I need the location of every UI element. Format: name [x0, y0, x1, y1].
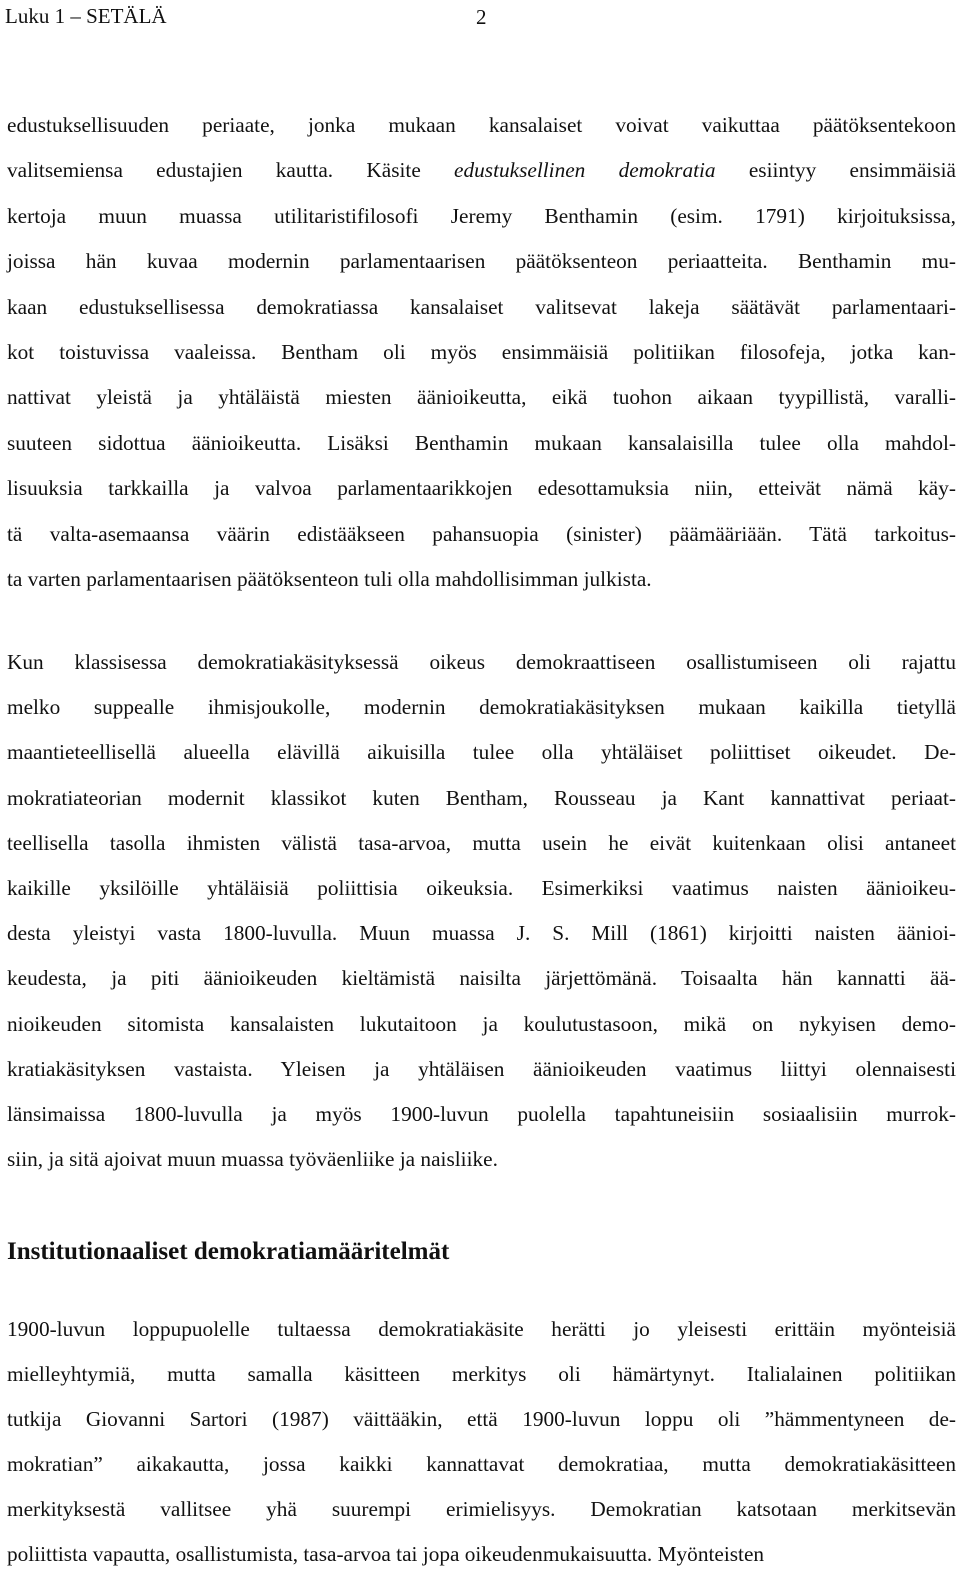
text-line: melko suppealle ihmisjoukolle, modernin demokratiakäsityksen mukaan kaikilla tietyllä: [7, 695, 956, 720]
text-line: kertoja muun muassa utilitaristifilosofi Jeremy Benthamin (esim. 1791) kirjoituksissa,: [7, 203, 956, 228]
text-line: mokratiateorian modernit klassikot kuten Bentham, Rousseau ja Kant kannattivat periaat-: [7, 785, 956, 810]
text-line: desta yleistyi vasta 1800-luvulla. Muun muassa J. S. Mill (1861) kirjoitti naisten äänioi-: [7, 921, 956, 946]
text-line: Kun klassisessa demokratiakäsityksessä oikeus demokraattiseen osallistumiseen oli rajattu: [7, 650, 956, 674]
text-line: poliittista vapautta, osallistumista, tasa-arvoa tai jopa oikeudenmukaisuutta. Myönteisten: [7, 1542, 765, 1566]
text-line: teellisella tasolla ihmisten välistä tasa-arvoa, mutta usein he eivät kuitenkaan olisi antaneet: [7, 830, 956, 855]
text-line: mokratian” aikakautta, jossa kaikki kannattavat demokratiaa, mutta demokratiakäsitteen: [7, 1452, 956, 1476]
text-line: tä valta-asemaansa väärin edistääkseen pahansuopia (sinister) päämääriään. Tätä tarkoitus-: [7, 521, 956, 546]
section-heading: Institutionaaliset demokratiamääritelmät: [7, 1238, 450, 1265]
text-line: maantieteellisellä alueella elävillä aikuisilla tulee olla yhtäläiset poliittiset oikeudet. De-: [7, 740, 956, 765]
text-line: merkityksestä vallitsee yhä suurempi erimielisyys. Demokratian katsotaan merkitsevän: [7, 1497, 956, 1521]
text-line: tutkija Giovanni Sartori (1987) väittääkin, että 1900-luvun loppu oli ”hämmentyneen de-: [7, 1407, 956, 1431]
italic-term: edustuksellinen demokratia: [454, 158, 716, 183]
text-line: ta varten parlamentaarisen päätöksenteon tuli olla mahdollisimman julkista.: [7, 567, 652, 592]
text-line: siin, ja sitä ajoivat muun muassa työväenliike ja naisliike.: [7, 1147, 498, 1172]
text-line: keudesta, ja piti äänioikeuden kieltämistä naisilta järjettömänä. Toisaalta hän kannatti ää-: [7, 966, 956, 991]
chapter-title: Luku 1 – SETÄLÄ: [5, 4, 167, 28]
text-line: nioikeuden sitomista kansalaisten lukutaitoon ja koulutustasoon, mikä on nykyisen demo-: [7, 1011, 956, 1036]
text-line: lisuuksia tarkkailla ja valvoa parlamentaarikkojen edesottamuksia niin, etteivät nämä käy-: [7, 476, 956, 501]
running-header: [5, 2, 945, 30]
text-line: nattivat yleistä ja yhtäläistä miesten äänioikeutta, eikä tuohon aikaan tyypillistä, varalli-: [7, 385, 956, 410]
text-line: kaan edustuksellisessa demokratiassa kansalaiset valitsevat lakeja säätävät parlamentaari-: [7, 294, 956, 319]
text-line: kaikille yksilöille yhtäläisiä poliittisia oikeuksia. Esimerkiksi vaatimus naisten äänioikeu-: [7, 876, 956, 901]
paragraph-democracy-concept: [7, 1307, 956, 1572]
text-line: kot toistuvissa vaaleissa. Bentham oli myös ensimmäisiä politiikan filosofeja, jotka kan-: [7, 340, 956, 365]
text-line: joissa hän kuvaa modernin parlamentaarisen päätöksenteon periaatteita. Benthamin mu-: [7, 249, 956, 274]
text-line: kratiakäsityksen vastaista. Yleisen ja yhtäläisen äänioikeuden vaatimus liittyi olennaisesti: [7, 1056, 956, 1081]
page-number: 2: [476, 5, 487, 29]
text-line: valitsemiensa edustajien kautta. Käsite edustuksellinen demokratia esiintyy ensimmäisiä: [7, 158, 956, 183]
paragraph-representative-democracy: [7, 103, 956, 602]
text-line: suuteen sidottua äänioikeutta. Lisäksi Benthamin mukaan kansalaisilla tulee olla mahdol-: [7, 430, 956, 455]
paragraph-classical-democracy: [7, 640, 956, 1182]
text-line: 1900-luvun loppupuolelle tultaessa demokratiakäsite herätti jo yleisesti erittäin myönteisiä: [7, 1317, 956, 1341]
text-line: edustuksellisuuden periaate, jonka mukaan kansalaiset voivat vaikuttaa päätöksentekoon: [7, 113, 956, 137]
text-line: mielleyhtymiä, mutta samalla käsitteen merkitys oli hämärtynyt. Italialainen politiikan: [7, 1362, 956, 1386]
text-line: länsimaissa 1800-luvulla ja myös 1900-luvun puolella tapahtuneisiin sosiaalisiin murrok-: [7, 1102, 956, 1127]
